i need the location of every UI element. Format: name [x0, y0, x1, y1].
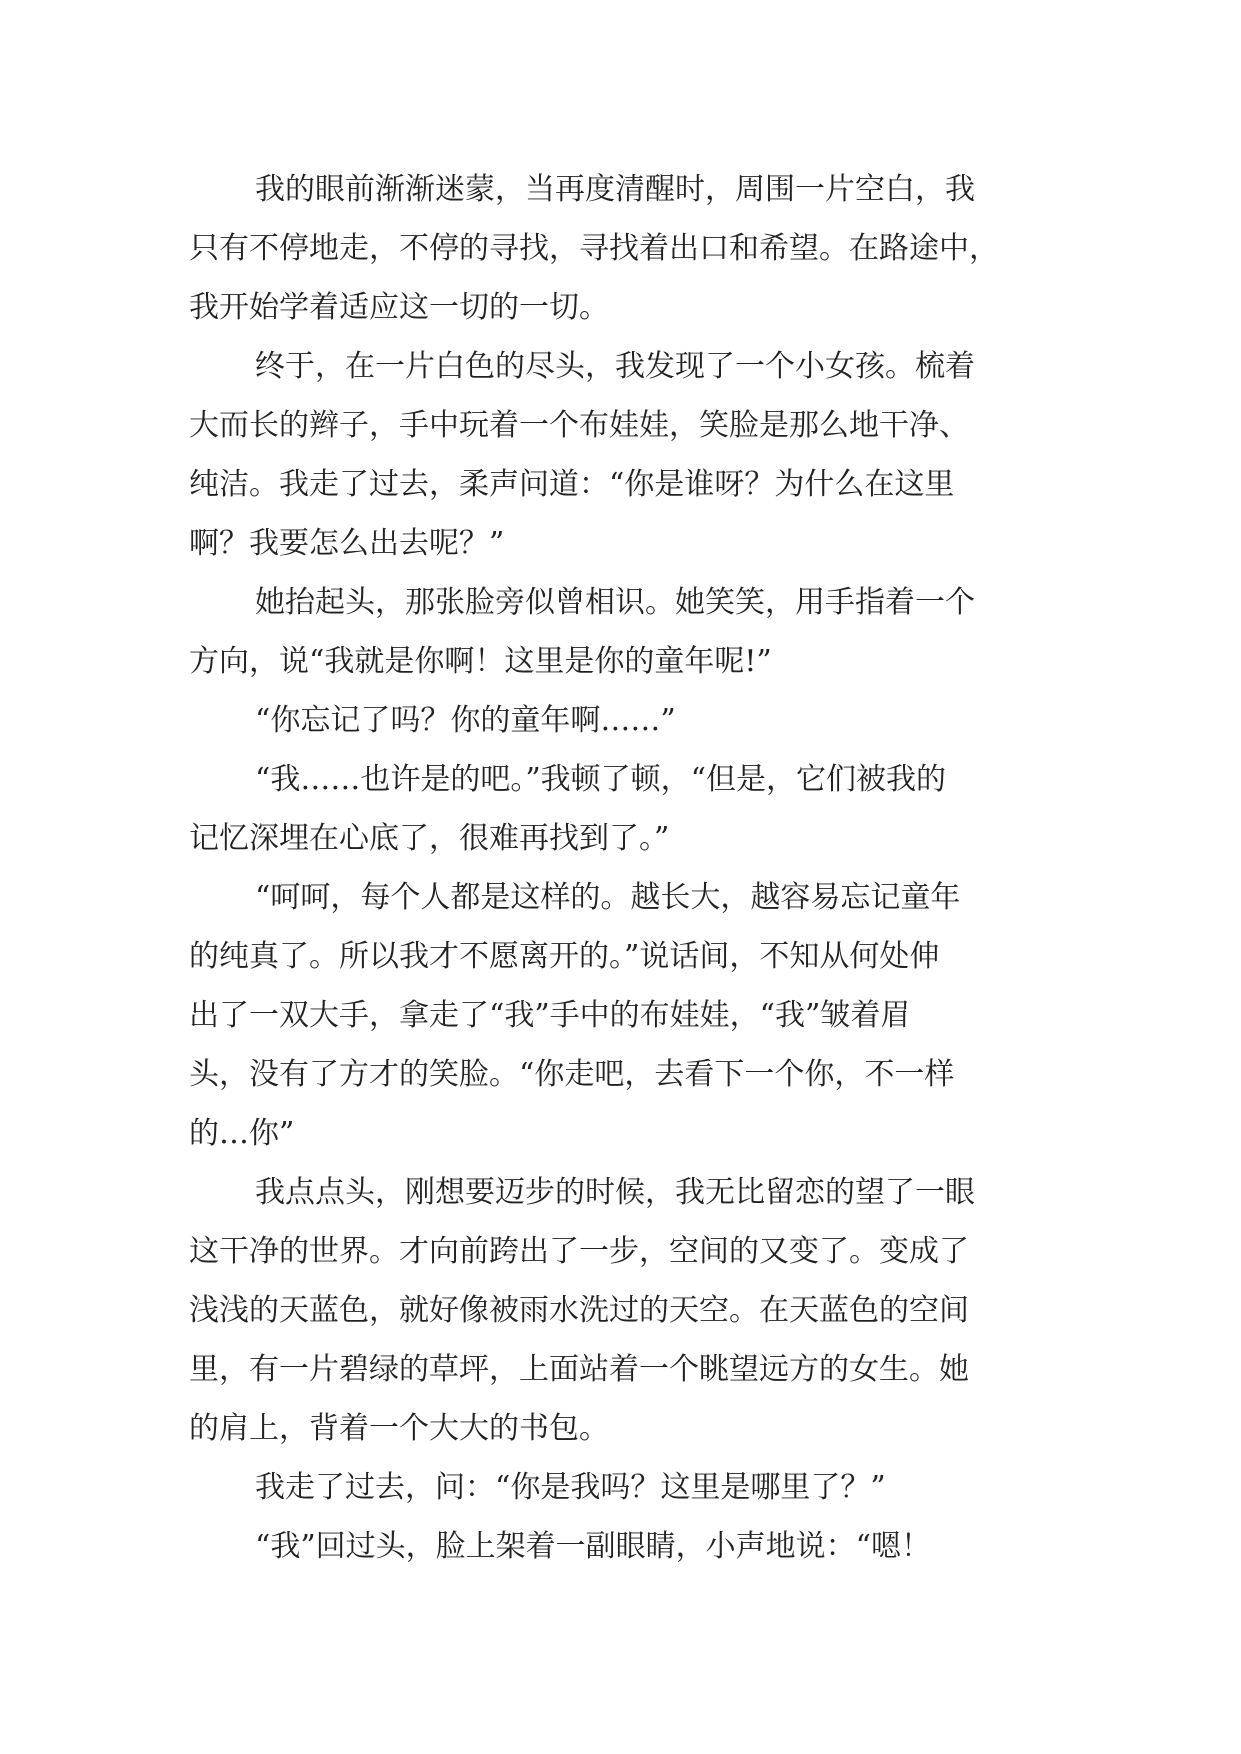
text-line: 记忆深埋在心底了，很难再找到了。” [189, 821, 670, 856]
text-line: 啊？我要怎么出去呢？” [189, 526, 505, 561]
text-line: “我”回过头，脸上架着一副眼睛，小声地说：“嗯！ [255, 1529, 932, 1564]
text-line: 的纯真了。所以我才不愿离开的。”说话间，不知从何处伸 [189, 939, 940, 974]
text-line: 只有不停地走，不停的寻找，寻找着出口和希望。在路途中， [189, 231, 999, 266]
text-line: 我走了过去，问：“你是我吗？这里是哪里了？” [255, 1470, 886, 1505]
text-line: “你忘记了吗？你的童年啊……” [255, 703, 676, 738]
text-line: 方向，说“我就是你啊！这里是你的童年呢!” [189, 644, 772, 679]
text-line: 里，有一片碧绿的草坪，上面站着一个眺望远方的女生。她 [189, 1352, 969, 1387]
text-line: 的…你” [189, 1116, 295, 1151]
text-line: 这干净的世界。才向前跨出了一步，空间的又变了。变成了 [189, 1234, 969, 1269]
text-line: 头，没有了方才的笑脸。“你走吧，去看下一个你，不一样 [189, 1057, 955, 1092]
text-line: 我点点头，刚想要迈步的时候，我无比留恋的望了一眼 [255, 1175, 975, 1210]
text-line: 纯洁。我走了过去，柔声问道：“你是谁呀？为什么在这里 [189, 467, 955, 502]
text-line: 大而长的辫子，手中玩着一个布娃娃，笑脸是那么地干净、 [189, 408, 969, 443]
text-line: 浅浅的天蓝色，就好像被雨水洗过的天空。在天蓝色的空间 [189, 1293, 969, 1328]
text-line: 我的眼前渐渐迷蒙，当再度清醒时，周围一片空白，我 [255, 172, 975, 207]
text-line: “呵呵，每个人都是这样的。越长大，越容易忘记童年 [255, 880, 961, 915]
text-line: “我……也许是的吧。”我顿了顿，“但是，它们被我的 [255, 762, 947, 797]
text-line: 终于，在一片白色的尽头，我发现了一个小女孩。梳着 [255, 349, 975, 384]
body-text [189, 160, 1057, 1576]
text-line: 出了一双大手，拿走了“我”手中的布娃娃，“我”皱着眉 [189, 998, 911, 1033]
text-line: 她抬起头，那张脸旁似曾相识。她笑笑，用手指着一个 [255, 585, 975, 620]
text-line: 的肩上，背着一个大大的书包。 [189, 1411, 609, 1446]
text-line: 我开始学着适应这一切的一切。 [189, 290, 609, 325]
